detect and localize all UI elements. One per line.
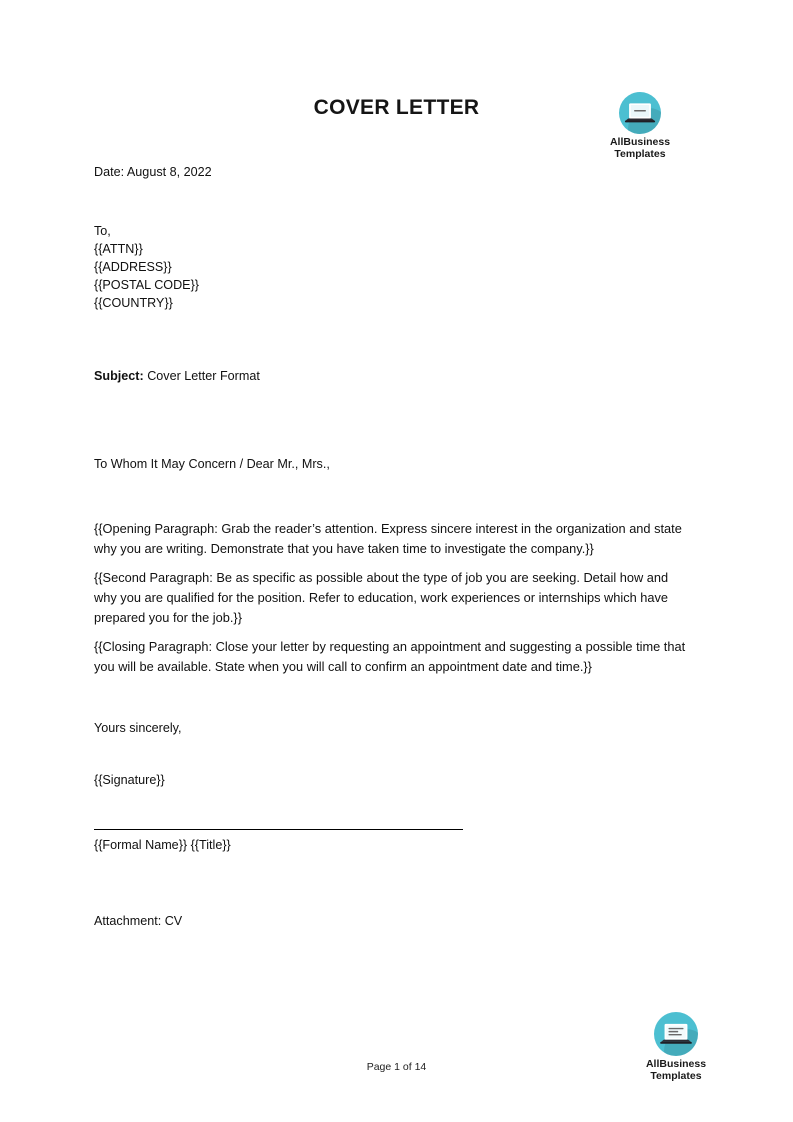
recipient-to-label: To, xyxy=(94,224,111,238)
recipient-country: {{COUNTRY}} xyxy=(94,296,173,310)
logo-line-2: Templates xyxy=(650,1069,702,1082)
recipient-attn: {{ATTN}} xyxy=(94,242,143,256)
salutation: To Whom It May Concern / Dear Mr., Mrs., xyxy=(94,457,330,471)
logo-line-2: Templates xyxy=(614,147,666,160)
logo-wordmark xyxy=(624,1059,728,1083)
recipient-block xyxy=(94,222,199,312)
signature-rule xyxy=(94,829,463,830)
attachment-line: Attachment: CV xyxy=(94,914,183,928)
logo-line-1: AllBusiness xyxy=(645,1058,707,1070)
laptop-icon xyxy=(654,1012,698,1056)
logo-wordmark xyxy=(588,137,692,161)
subject-label: Subject: xyxy=(94,369,144,383)
paragraph-closing: {{Closing Paragraph: Close your letter by requesting an appointment and suggesting a possible time that you will be available. State when you will call to confirm an appointment date and time.}} xyxy=(94,639,686,674)
logo-top xyxy=(588,92,692,161)
formal-name-title: {{Formal Name}} {{Title}} xyxy=(94,838,231,852)
paragraph-second: {{Second Paragraph: Be as specific as possible about the type of job you are seeking. Detail how and why you are qualified for the position. Refer to education, work experiences or internships which have prepared you for the job.}} xyxy=(94,570,669,625)
signature-placeholder: {{Signature}} xyxy=(94,773,165,787)
closing-line: Yours sincerely, xyxy=(94,721,182,735)
date-line: Date: August 8, 2022 xyxy=(94,165,212,179)
footer-page-number: Page 1 of 14 xyxy=(366,1061,427,1073)
page-title: COVER LETTER xyxy=(313,96,480,119)
logo-line-1: AllBusiness xyxy=(609,136,671,148)
recipient-address: {{ADDRESS}} xyxy=(94,260,172,274)
recipient-postal-code: {{POSTAL CODE}} xyxy=(94,278,199,292)
paragraph-opening: {{Opening Paragraph: Grab the reader’s attention. Express sincere interest in the organization and state why you are writing. Demonstrate that you have taken time to investigate the company.}} xyxy=(94,521,682,556)
laptop-icon xyxy=(619,92,661,134)
subject-line xyxy=(94,367,260,387)
subject-value: Cover Letter Format xyxy=(147,369,260,383)
logo-bottom xyxy=(624,1012,728,1083)
